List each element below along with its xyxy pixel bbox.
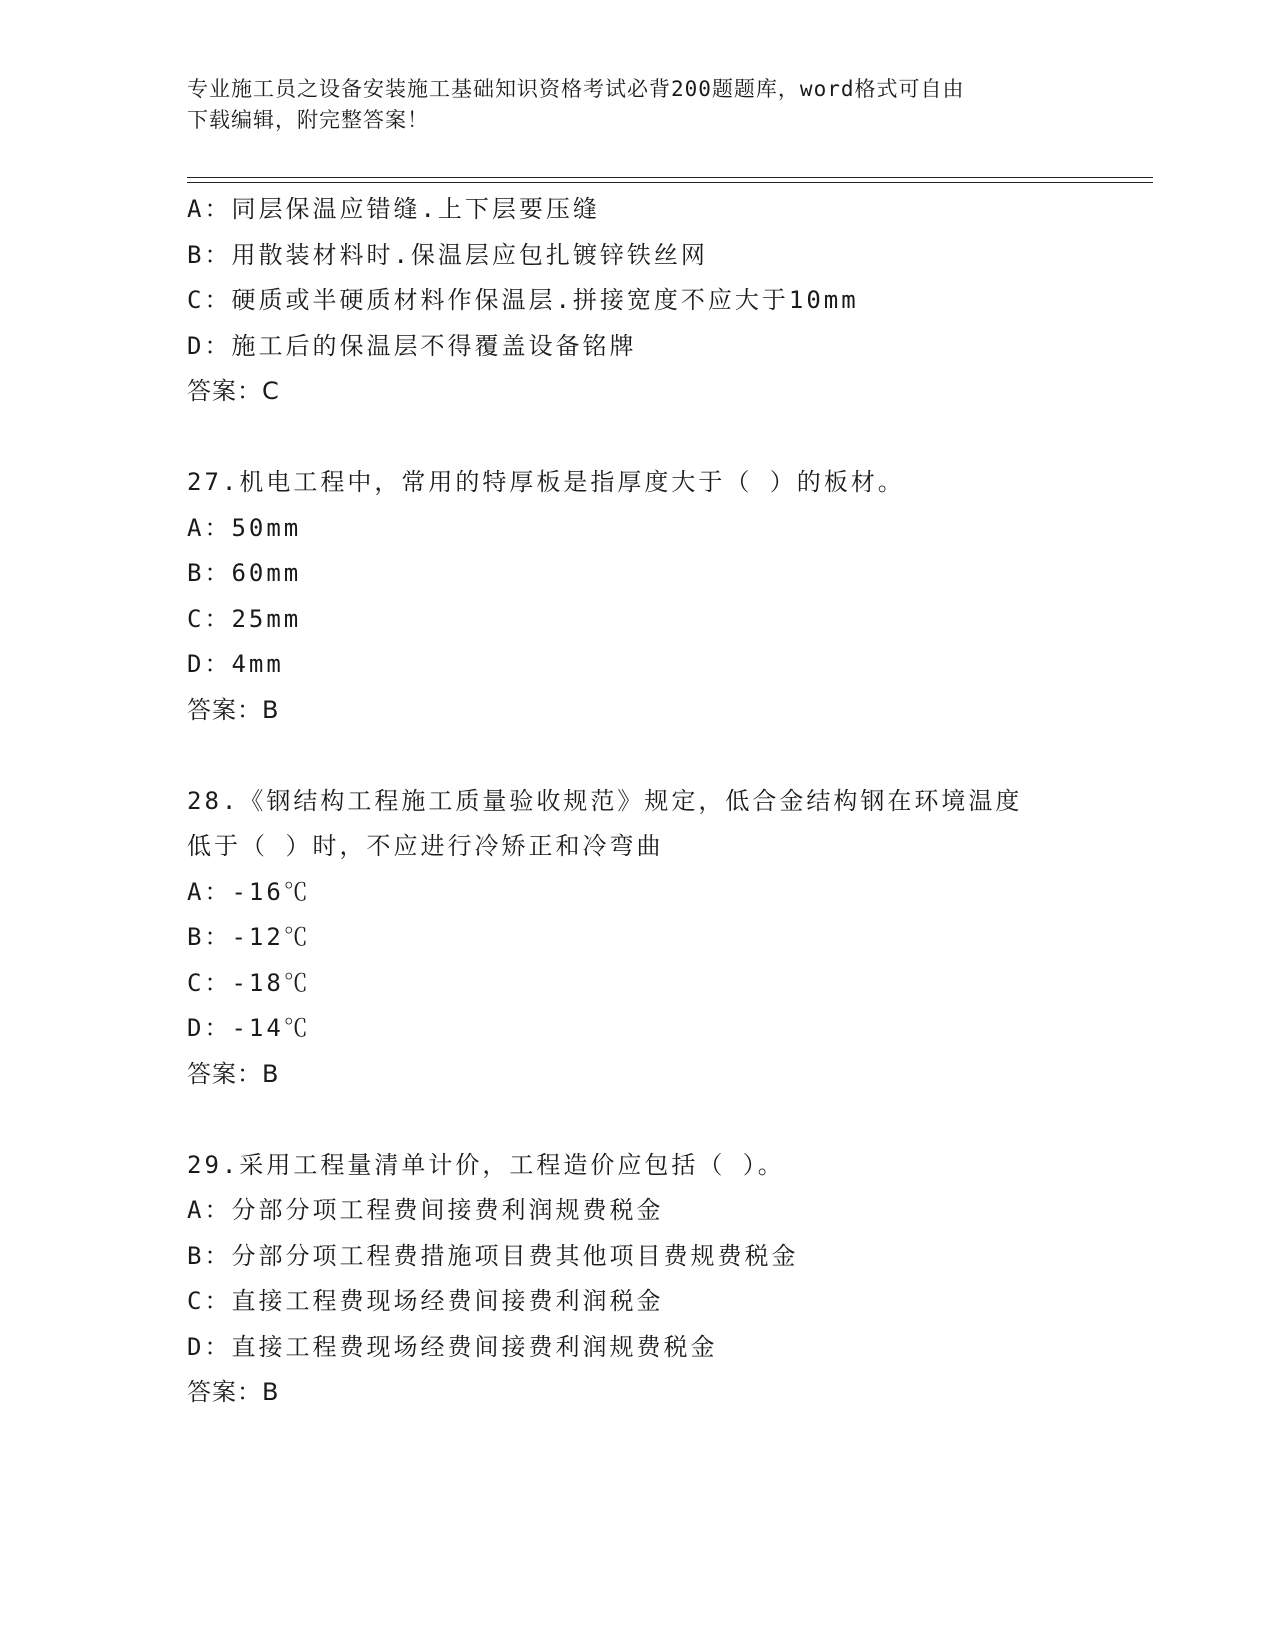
spacer — [187, 733, 1147, 779]
question-27 — [187, 460, 1147, 733]
option-d: D：直接工程费现场经费间接费利润规费税金 — [187, 1332, 718, 1361]
header-line-2: 下载编辑，附完整答案！ — [187, 108, 429, 132]
spacer — [187, 415, 1147, 461]
answer: 答案：C — [187, 377, 280, 405]
option-c: C：25mm — [187, 604, 302, 633]
question-26-tail — [187, 187, 1147, 415]
answer: 答案：B — [187, 695, 280, 724]
option-d: D：4mm — [187, 650, 284, 678]
option-c: C：硬质或半硬质材料作保温层.拼接宽度不应大于10mm — [187, 286, 859, 314]
option-b: B：用散装材料时.保温层应包扎镀锌铁丝网 — [187, 240, 708, 269]
option-c: C：直接工程费现场经费间接费利润税金 — [187, 1287, 664, 1315]
question-29 — [187, 1143, 1147, 1416]
option-b: B：分部分项工程费措施项目费其他项目费规费税金 — [187, 1241, 799, 1270]
question-stem-line-2: 低于（ ）时，不应进行冷矫正和冷弯曲 — [187, 832, 664, 860]
header-line-1: 专业施工员之设备安装施工基础知识资格考试必背200题题库，word格式可自由 — [187, 77, 965, 101]
option-d: D：施工后的保温层不得覆盖设备铭牌 — [187, 331, 637, 360]
spacer — [187, 1097, 1147, 1143]
question-list — [187, 187, 1147, 1416]
question-stem-line-1: 28.《钢结构工程施工质量验收规范》规定，低合金结构钢在环境温度 — [187, 786, 1023, 815]
option-a: A：50mm — [187, 513, 302, 542]
document-header — [187, 74, 1087, 136]
question-stem: 29.采用工程量清单计价，工程造价应包括（ ）。 — [187, 1150, 785, 1179]
option-a: A：分部分项工程费间接费利润规费税金 — [187, 1196, 664, 1224]
header-divider — [187, 177, 1153, 183]
option-d: D：-14℃ — [187, 1014, 311, 1042]
option-a: A：-16℃ — [187, 877, 311, 906]
option-a: A：同层保温应错缝.上下层要压缝 — [187, 195, 600, 223]
option-c: C：-18℃ — [187, 968, 311, 997]
answer: 答案：B — [187, 1378, 280, 1406]
question-28 — [187, 779, 1147, 1098]
option-b: B：-12℃ — [187, 923, 311, 951]
question-stem: 27.机电工程中，常用的特厚板是指厚度大于（ ）的板材。 — [187, 468, 905, 496]
answer: 答案：B — [187, 1059, 280, 1088]
option-b: B：60mm — [187, 559, 302, 587]
